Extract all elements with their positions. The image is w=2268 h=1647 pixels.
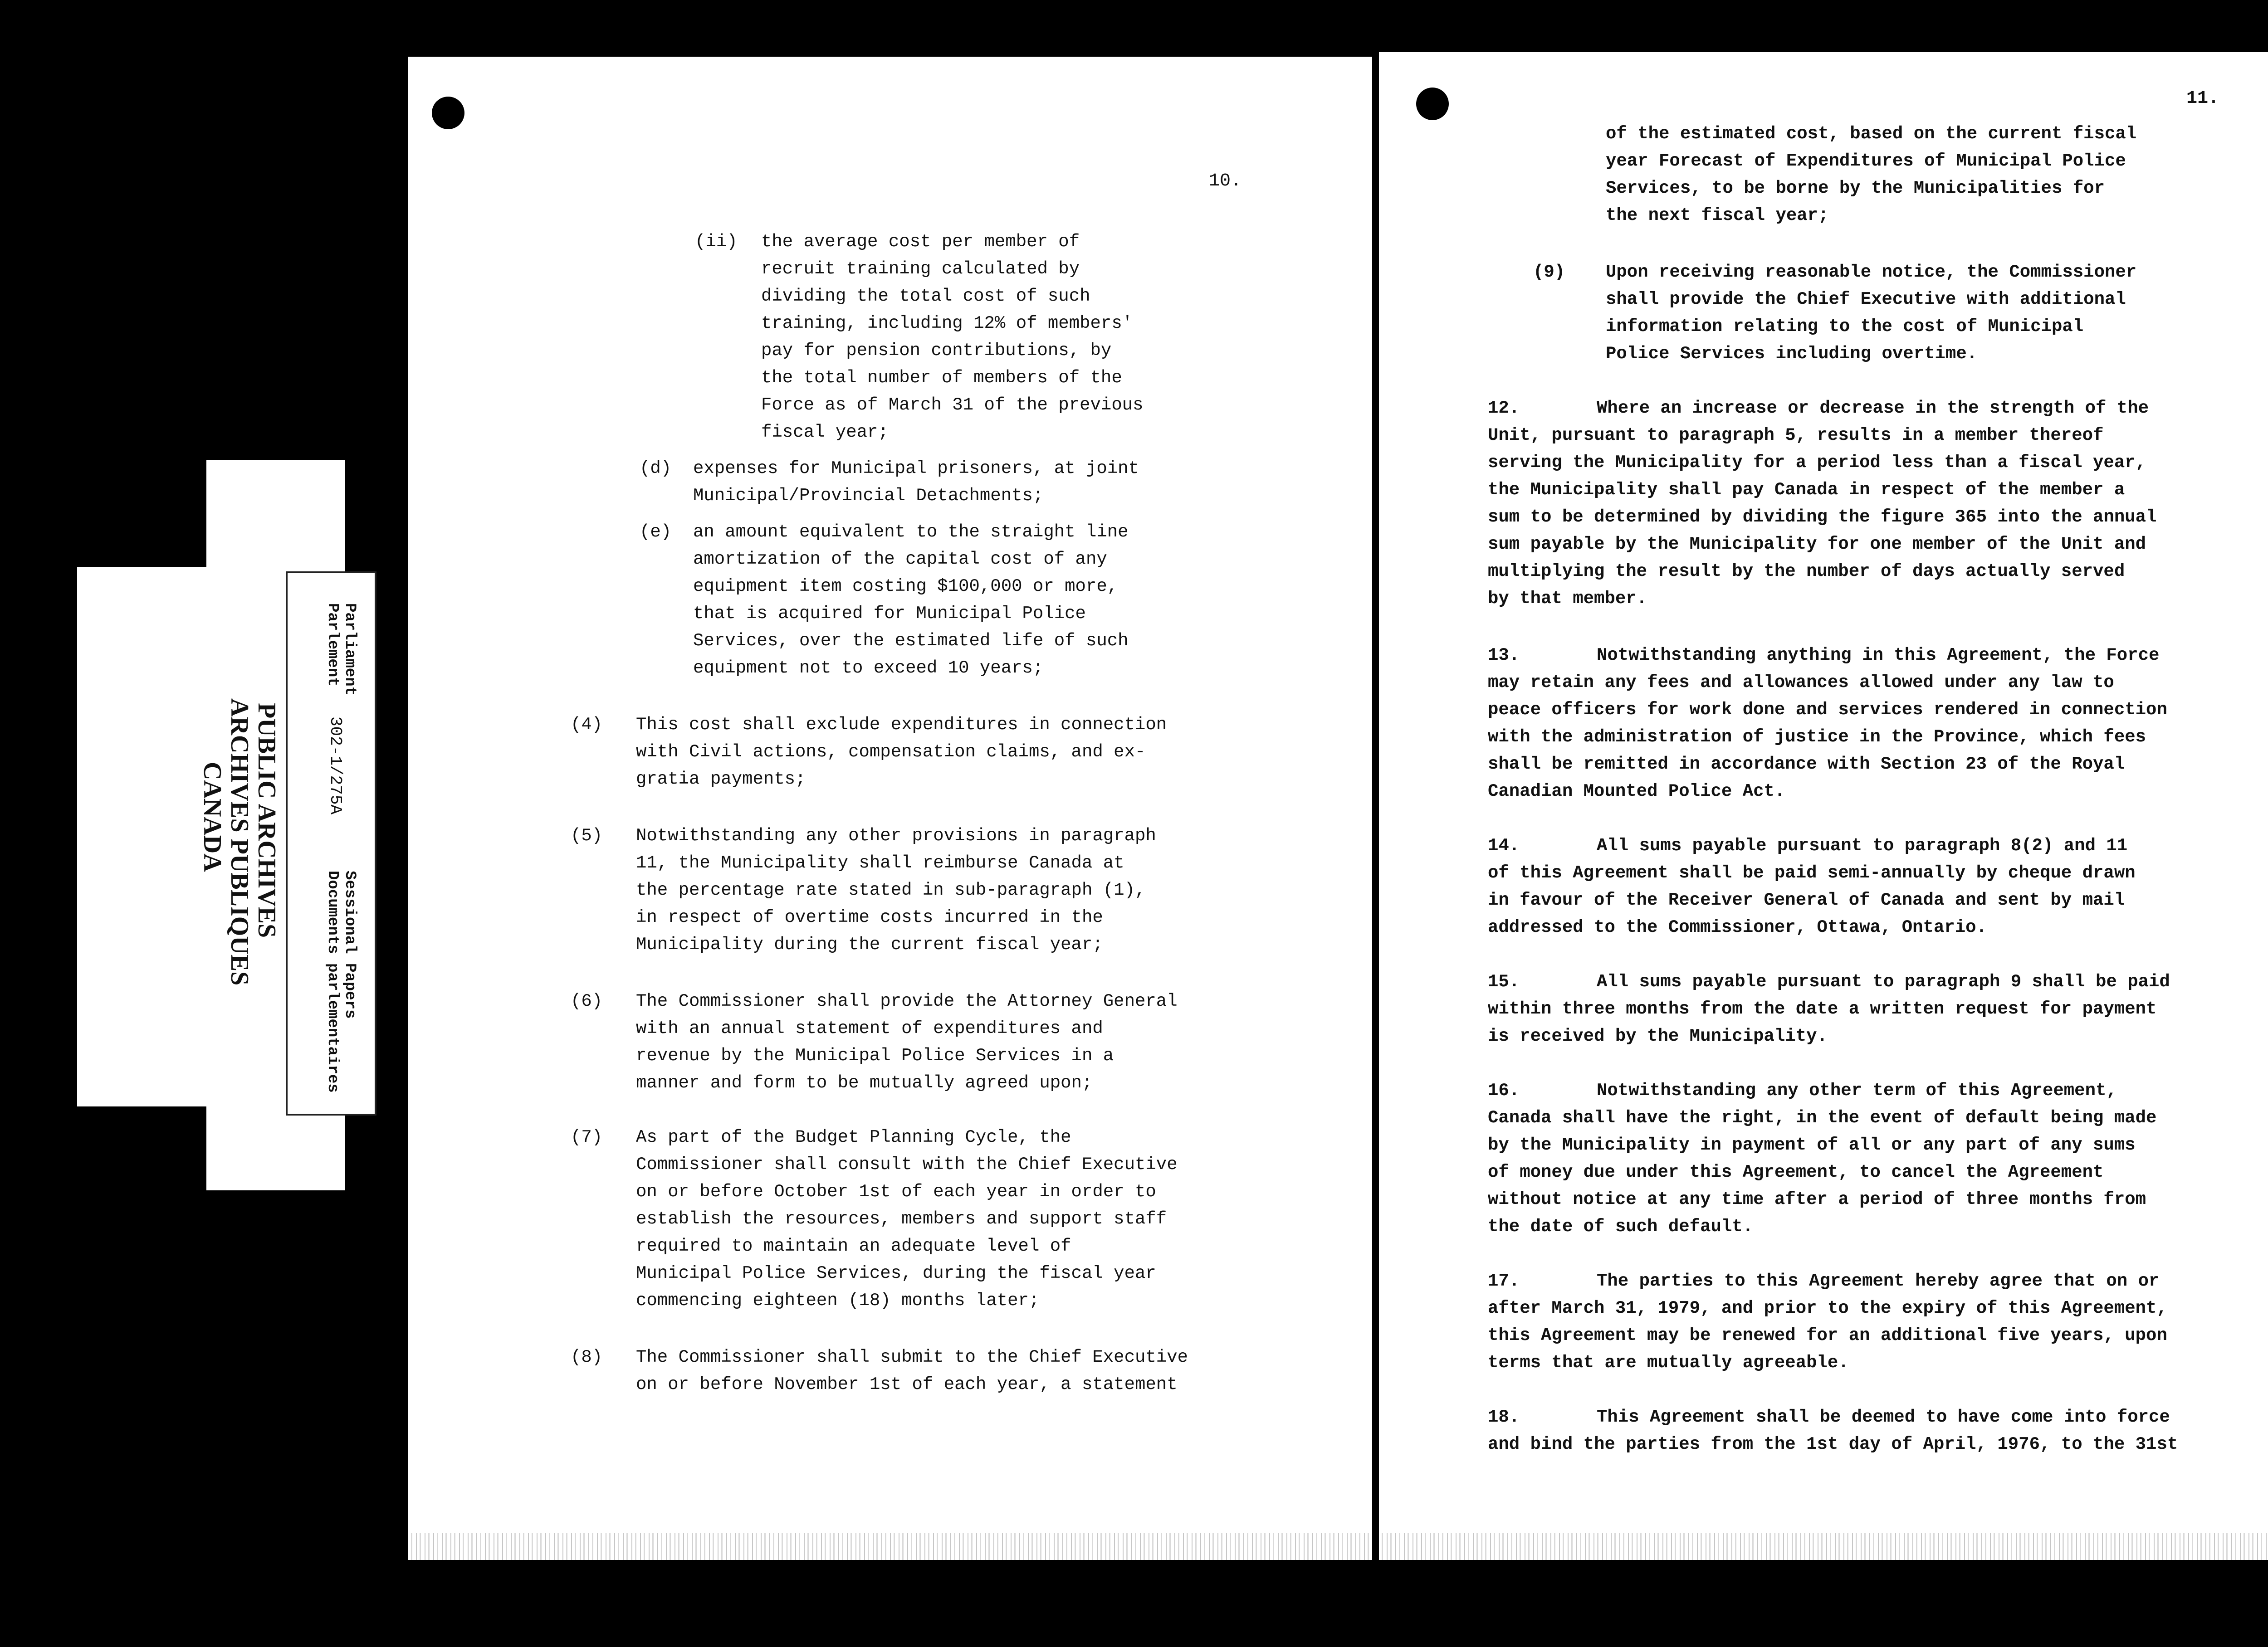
text-line: Notwithstanding any other provisions in paragraph (636, 826, 1156, 846)
paragraph-number: 15. (1488, 972, 1520, 992)
text-line: the date of such default. (1488, 1217, 1754, 1237)
text-line: sum to be determined by dividing the figure 365 into the annual (1488, 507, 2157, 527)
text-line: that is acquired for Municipal Police (693, 604, 1086, 624)
text-line: Canada shall have the right, in the event of default being made (1488, 1108, 2157, 1128)
text-line: Where an increase or decrease in the strength of the (1597, 398, 2149, 418)
text-line: Municipal/Provincial Detachments; (693, 486, 1044, 506)
text-line: This Agreement shall be deemed to have come into force (1597, 1407, 2170, 1427)
text-line: The Commissioner shall submit to the Chief Executive (636, 1347, 1188, 1367)
text-line: of money due under this Agreement, to cancel the Agreement (1488, 1162, 2104, 1182)
paragraph-number: (6) (571, 991, 603, 1011)
text-line: fiscal year; (761, 422, 889, 442)
paragraph-number: 16. (1488, 1081, 1520, 1101)
scan-edge (408, 1533, 1372, 1560)
paragraph-number: 18. (1488, 1407, 1520, 1427)
paragraph-number: (d) (640, 458, 672, 478)
text-line: on or before November 1st of each year, a statement (636, 1374, 1178, 1394)
stamp-documents: Documents parlementaires (324, 871, 341, 1093)
text-line: revenue by the Municipal Police Services in a (636, 1046, 1114, 1066)
text-line: terms that are mutually agreeable. (1488, 1353, 1849, 1373)
text-line: equipment not to exceed 10 years; (693, 658, 1044, 678)
text-line: with an annual statement of expenditures and (636, 1018, 1103, 1038)
text-line: gratia payments; (636, 769, 806, 789)
text-line: with the administration of justice in the Province, which fees (1488, 727, 2146, 747)
stamp-parliament: Parliament (341, 603, 358, 696)
text-line: after March 31, 1979, and prior to the expiry of this Agreement, (1488, 1298, 2167, 1318)
text-line: by the Municipality in payment of all or any part of any sums (1488, 1135, 2136, 1155)
text-line: this Agreement may be renewed for an additional five years, upon (1488, 1325, 2167, 1345)
text-line: The Commissioner shall provide the Attorney General (636, 991, 1178, 1011)
paragraph-number: (5) (571, 826, 603, 846)
text-line: addressed to the Commissioner, Ottawa, Ontario. (1488, 917, 1987, 937)
paragraph-number: (ii) (695, 232, 738, 252)
stamp-parlement: Parlement (324, 603, 341, 687)
text-line: sum payable by the Municipality for one member of the Unit and (1488, 534, 2146, 554)
punch-hole (432, 97, 464, 129)
text-line: an amount equivalent to the straight line (693, 522, 1129, 542)
text-line: expenses for Municipal prisoners, at joint (693, 458, 1139, 478)
paragraph-number: 14. (1488, 836, 1520, 856)
text-line: the next fiscal year; (1606, 205, 1829, 225)
text-line: the average cost per member of (761, 232, 1080, 252)
text-line: All sums payable pursuant to paragraph 8(2) and 11 (1597, 836, 2128, 856)
text-line: without notice at any time after a period of three months from (1488, 1189, 2146, 1209)
stamp-sessional: Sessional Papers (341, 871, 358, 1019)
text-line: pay for pension contributions, by (761, 341, 1112, 361)
paragraph-number: 12. (1488, 398, 1520, 418)
text-line: within three months from the date a written request for payment (1488, 999, 2157, 1019)
text-line: Services, to be borne by the Municipalities for (1606, 178, 2105, 198)
text-line: As part of the Budget Planning Cycle, the (636, 1127, 1071, 1147)
text-line: by that member. (1488, 589, 1647, 609)
text-line: shall provide the Chief Executive with additional (1606, 289, 2126, 309)
stamp-ref-number: 302-1/275A (326, 716, 345, 815)
paragraph-number: 17. (1488, 1271, 1520, 1291)
text-line: the percentage rate stated in sub-paragraph (1), (636, 880, 1146, 900)
text-line: of this Agreement shall be paid semi-annually by cheque drawn (1488, 863, 2136, 883)
paragraph-number: (9) (1533, 262, 1565, 282)
text-line: equipment item costing $100,000 or more, (693, 576, 1118, 596)
text-line: amortization of the capital cost of any (693, 549, 1107, 569)
text-line: This cost shall exclude expenditures in connection (636, 715, 1167, 735)
text-line: Upon receiving reasonable notice, the Commissioner (1606, 262, 2137, 282)
paragraph-number: 13. (1488, 645, 1520, 665)
text-line: manner and form to be mutually agreed upon; (636, 1073, 1093, 1093)
text-line: the Municipality shall pay Canada in respect of the member a (1488, 480, 2125, 500)
text-line: Force as of March 31 of the previous (761, 395, 1144, 415)
page-number: 10. (1209, 171, 1242, 191)
text-line: multiplying the result by the number of days actually served (1488, 561, 2125, 581)
text-line: establish the resources, members and support staff (636, 1209, 1167, 1229)
text-line: commencing eighteen (18) months later; (636, 1291, 1040, 1311)
text-line: in respect of overtime costs incurred in the (636, 907, 1103, 927)
text-line: information relating to the cost of Municipal (1606, 317, 2084, 336)
archive-stamp-country: CANADA (198, 762, 226, 872)
paragraph-number: (e) (640, 522, 672, 542)
text-line: All sums payable pursuant to paragraph 9 shall be paid (1597, 972, 2170, 992)
text-line: Notwithstanding anything in this Agreement, the Force (1597, 645, 2160, 665)
text-line: with Civil actions, compensation claims, and ex- (636, 742, 1146, 762)
text-line: Unit, pursuant to paragraph 5, results in a member thereof (1488, 425, 2104, 445)
text-line: Notwithstanding any other term of this Agreement, (1597, 1081, 2117, 1101)
text-line: required to maintain an adequate level of (636, 1236, 1071, 1256)
text-line: year Forecast of Expenditures of Municipal Police (1606, 151, 2126, 171)
text-line: Municipal Police Services, during the fiscal year (636, 1263, 1156, 1283)
left-page (408, 57, 1372, 1560)
text-line: on or before October 1st of each year in order to (636, 1182, 1156, 1202)
text-line: shall be remitted in accordance with Section 23 of the Royal (1488, 754, 2125, 774)
text-line: peace officers for work done and services rendered in connection (1488, 700, 2167, 720)
text-line: Canadian Mounted Police Act. (1488, 781, 1785, 801)
paragraph-number: (4) (571, 715, 603, 735)
text-line: Services, over the estimated life of such (693, 631, 1129, 651)
text-line: Commissioner shall consult with the Chief Executive (636, 1155, 1178, 1174)
scan-edge (1379, 1533, 2268, 1560)
paragraph-number: (8) (571, 1347, 603, 1367)
punch-hole (1416, 88, 1449, 120)
text-line: Municipality during the current fiscal year; (636, 935, 1103, 955)
text-line: of the estimated cost, based on the current fiscal (1606, 124, 2137, 144)
text-line: training, including 12% of members' (761, 313, 1133, 333)
text-line: the total number of members of the (761, 368, 1122, 388)
page-number: 11. (2186, 88, 2219, 109)
text-line: serving the Municipality for a period less than a fiscal year, (1488, 453, 2146, 473)
archive-stamp-name-fr: ARCHIVES PUBLIQUES (225, 698, 254, 986)
text-line: recruit training calculated by (761, 259, 1080, 279)
text-line: dividing the total cost of such (761, 286, 1090, 306)
paragraph-number: (7) (571, 1127, 603, 1147)
text-line: may retain any fees and allowances allowed under any law to (1488, 672, 2114, 692)
text-line: is received by the Municipality. (1488, 1026, 1828, 1046)
text-line: in favour of the Receiver General of Canada and sent by mail (1488, 890, 2125, 910)
right-page (1379, 52, 2268, 1560)
archive-stamp-name-en: PUBLIC ARCHIVES (253, 703, 281, 938)
text-line: 11, the Municipality shall reimburse Canada at (636, 853, 1124, 873)
text-line: and bind the parties from the 1st day of April, 1976, to the 31st (1488, 1434, 2178, 1454)
text-line: The parties to this Agreement hereby agree that on or (1597, 1271, 2160, 1291)
text-line: Police Services including overtime. (1606, 344, 1978, 364)
